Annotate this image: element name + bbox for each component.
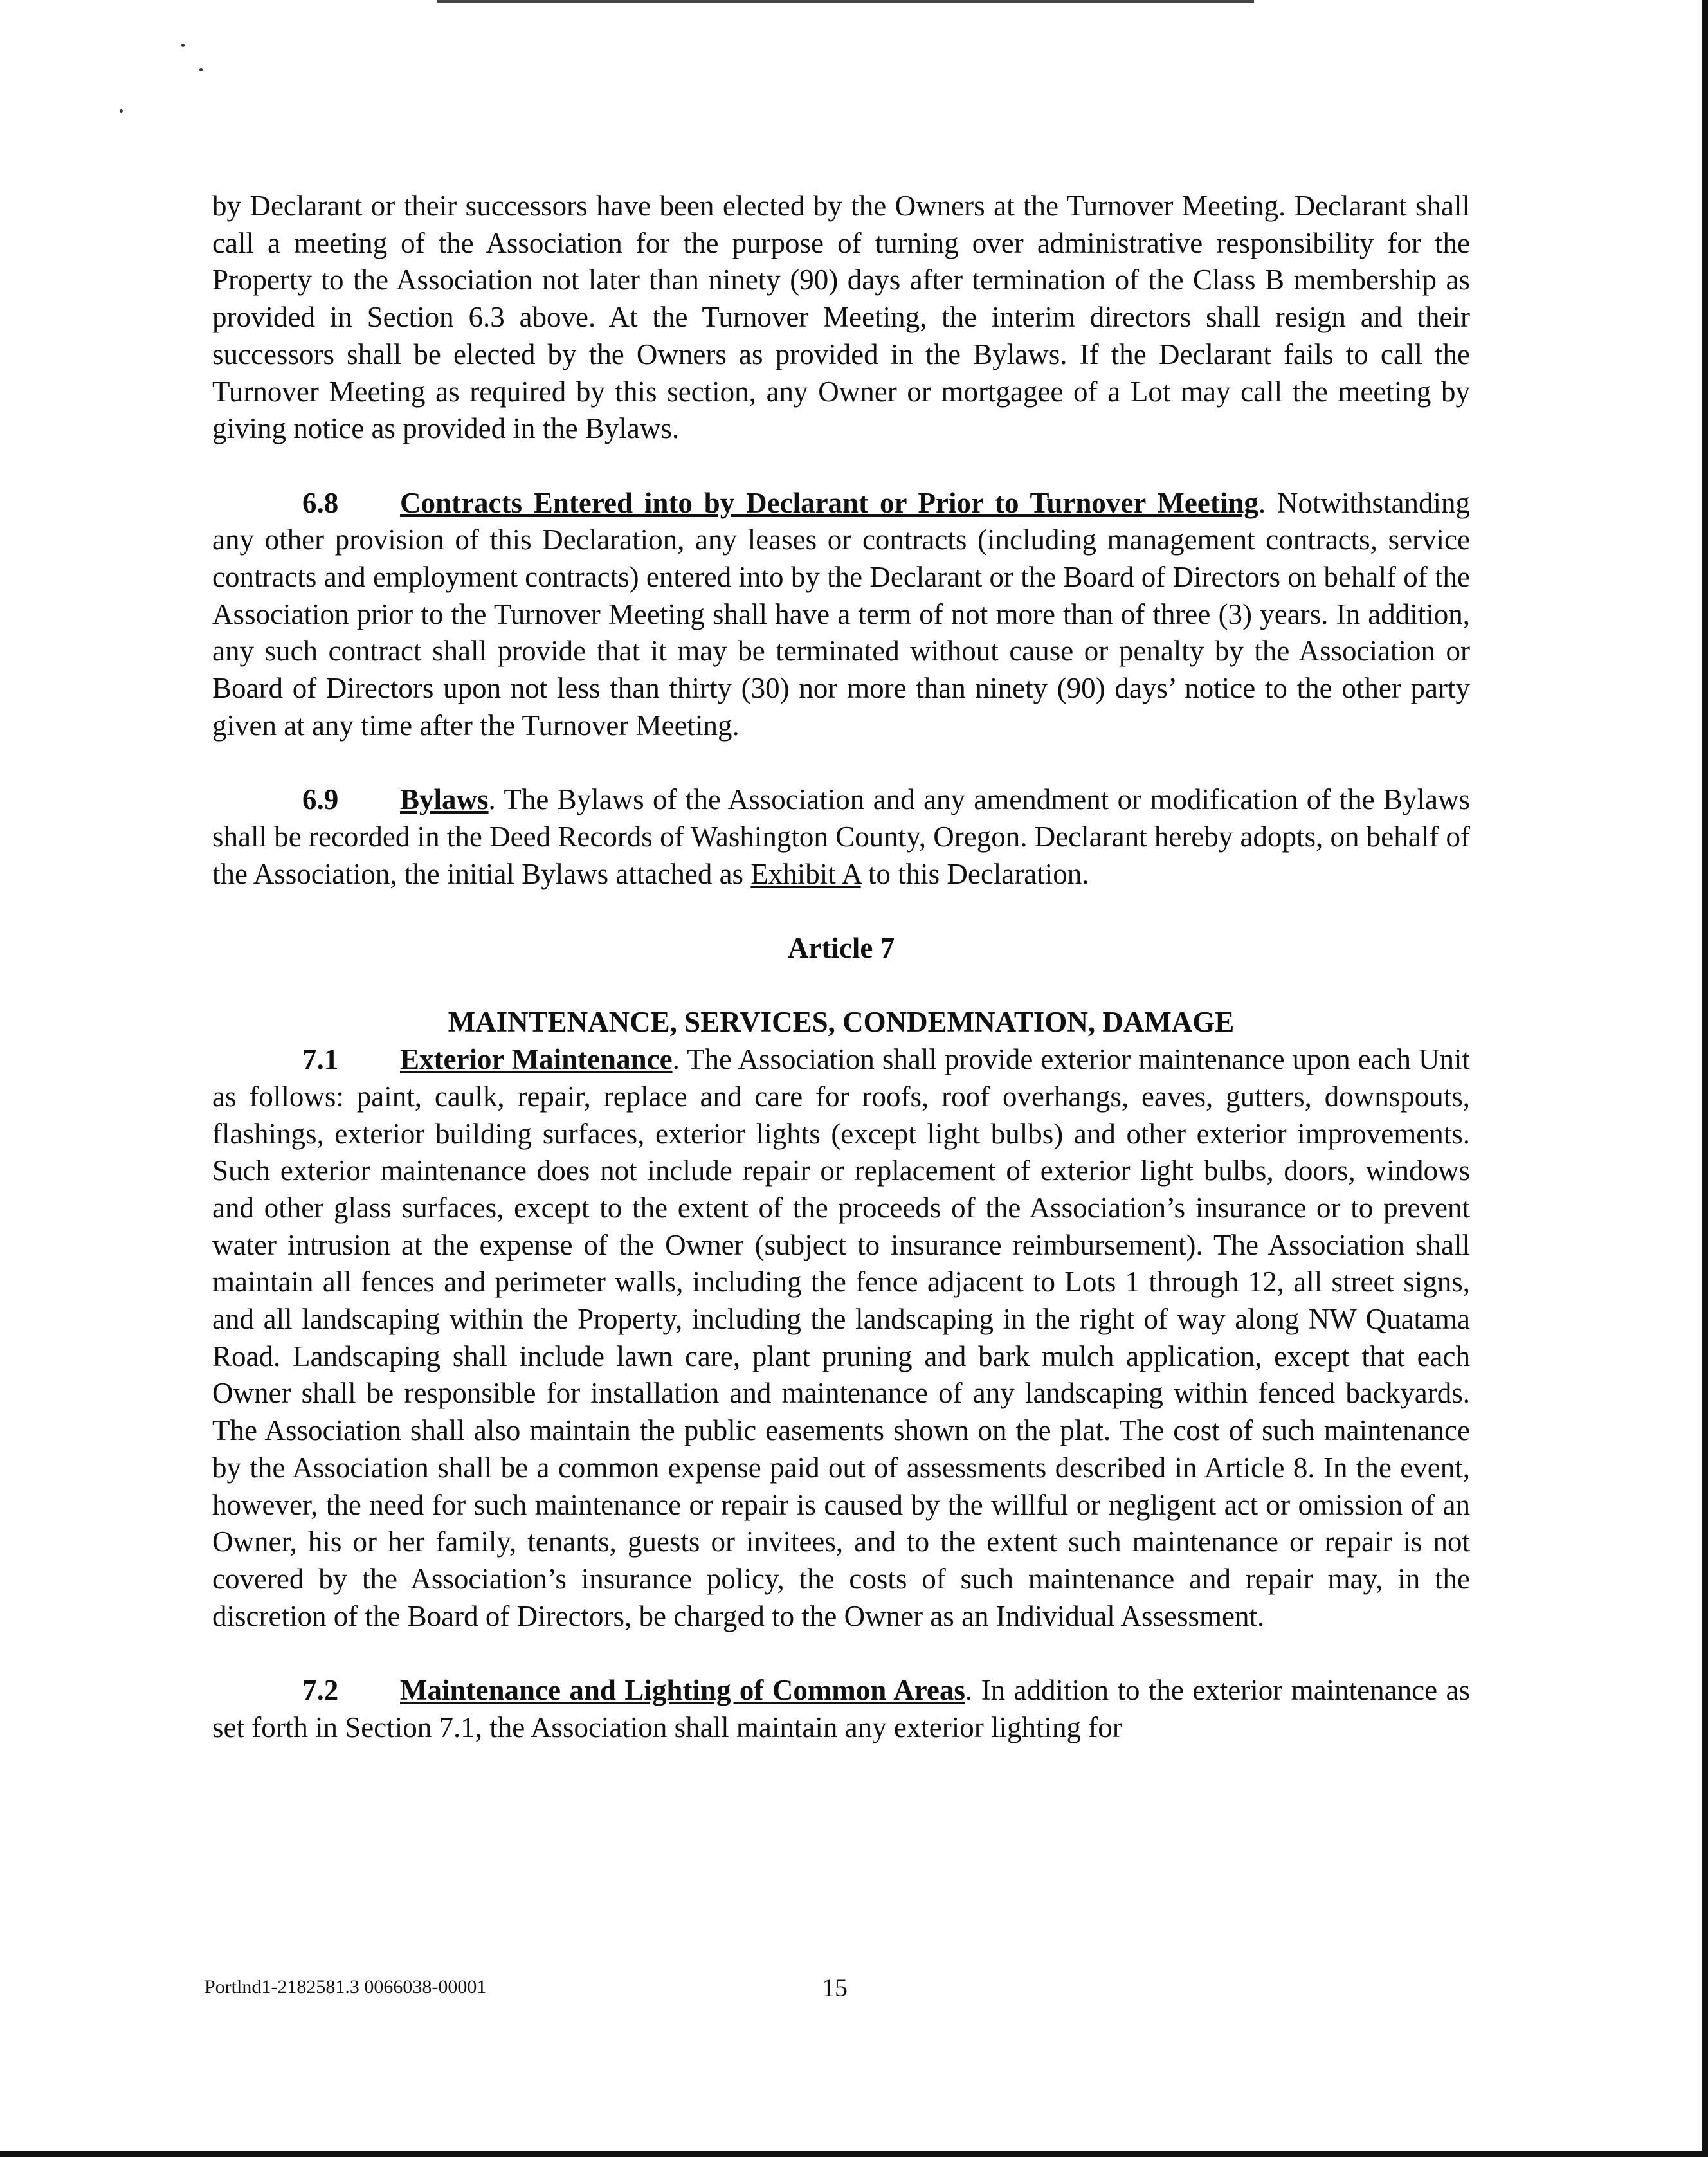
section-number: 7.1 (302, 1043, 339, 1076)
article-label: Article 7 (787, 932, 895, 965)
section-text: . The Bylaws of the Association and any amendment or modification of the Bylaws shall be recorded in the Deed Records of Washington County, Oregon. Declarant hereby adopts, on behalf of the Association, the initial Bylaws attached as (212, 783, 1470, 890)
scan-speck (199, 68, 203, 71)
paragraph-continued: by Declarant or their successors have been elected by the Owners at the Turnover Meeting. Declarant shall call a meeting of the Association for the purpose of turning over administrative responsibility for the Property to the Association not later than ninety (90) days after termination of the Class B membership as provided in Section 6.3 above. At the Turnover Meeting, the interim directors shall resign and their successors shall be elected by the Owners as provided in the Bylaws. If the Declarant fails to call the Turnover Meeting as required by this section, any Owner or mortgagee of a Lot may call the meeting by giving notice as provided in the Bylaws. (212, 190, 1470, 445)
scan-speck (120, 109, 123, 113)
page-footer (204, 1973, 1491, 2002)
section-title: Maintenance and Lighting of Common Areas (400, 1674, 965, 1707)
section-title: Exterior Maintenance (400, 1043, 673, 1076)
section-number: 6.9 (302, 783, 339, 816)
section-6-9 (212, 781, 1470, 893)
document-body (212, 188, 1470, 1746)
section-7-1 (212, 1041, 1470, 1635)
exhibit-reference: Exhibit A (750, 857, 861, 890)
scan-speck (181, 44, 185, 47)
page-number: 15 (822, 1973, 848, 2002)
section-7-2 (212, 1672, 1470, 1746)
article-heading: MAINTENANCE, SERVICES, CONDEMNATION, DAMAGE (448, 1006, 1235, 1039)
section-text: . In addition to the exterior maintenance as set forth in Section 7.1, the Association shall maintain any exterior lighting for (212, 1674, 1470, 1743)
document-id: Portlnd1-2182581.3 0066038-00001 (204, 1976, 487, 1998)
scan-frame-bottom (0, 2151, 1708, 2157)
scan-frame-right (1702, 0, 1708, 2157)
section-text-end: to this Declaration. (860, 857, 1089, 890)
section-title: Contracts Entered into by Declarant or Prior to Turnover Meeting (400, 486, 1258, 519)
section-6-8 (212, 485, 1470, 745)
section-text: . Notwithstanding any other provision of this Declaration, any leases or contracts (including management contracts, service contracts and employment contracts) entered into by the Declarant or the Board of Directors on behalf of the Association prior to the Turnover Meeting shall have a term of not more than of three (3) years. In addition, any such contract shall provide that it may be terminated without cause or penalty by the Association or Board of Directors upon not less than thirty (30) nor more than ninety (90) days’ notice to the other party given at any time after the Turnover Meeting. (212, 486, 1470, 742)
section-number: 6.8 (302, 486, 339, 519)
section-number: 7.2 (302, 1674, 339, 1707)
section-text: . The Association shall provide exterior maintenance upon each Unit as follows: paint, caulk, repair, replace and care for roofs, roof overhangs, eaves, gutters, downspouts, flashings, exterior building surfaces, exterior lights (except light bulbs) and other exterior improvements. Such exterior maintenance does not include repair or replacement of exterior light bulbs, doors, windows and other glass surfaces, except to the extent of the proceeds of the Association’s insurance or to prevent water intrusion at the expense of the Owner (subject to insurance reimbursement). The Association shall maintain all fences and perimeter walls, including the fence adjacent to Lots 1 through 12, all street signs, and all landscaping within the Property, including the landscaping in the right of way along NW Quatama Road. Landscaping shall include lawn care, plant pruning and bark mulch application, except that each Owner shall be responsible for installation and maintenance of any landscaping within fenced backyards. The Association shall also maintain the public easements shown on the plat. The cost of such maintenance by the Association shall be a common expense paid out of assessments described in Article 8. In the event, however, the need for such maintenance or repair is caused by the willful or negligent act or omission of an Owner, his or her family, tenants, guests or invitees, and to the extent such maintenance or repair is not covered by the Association’s insurance policy, the costs of such maintenance and repair may, in the discretion of the Board of Directors, be charged to the Owner as an Individual Assessment. (212, 1043, 1470, 1632)
scan-top-rule (437, 0, 1254, 3)
section-title: Bylaws (400, 783, 489, 816)
